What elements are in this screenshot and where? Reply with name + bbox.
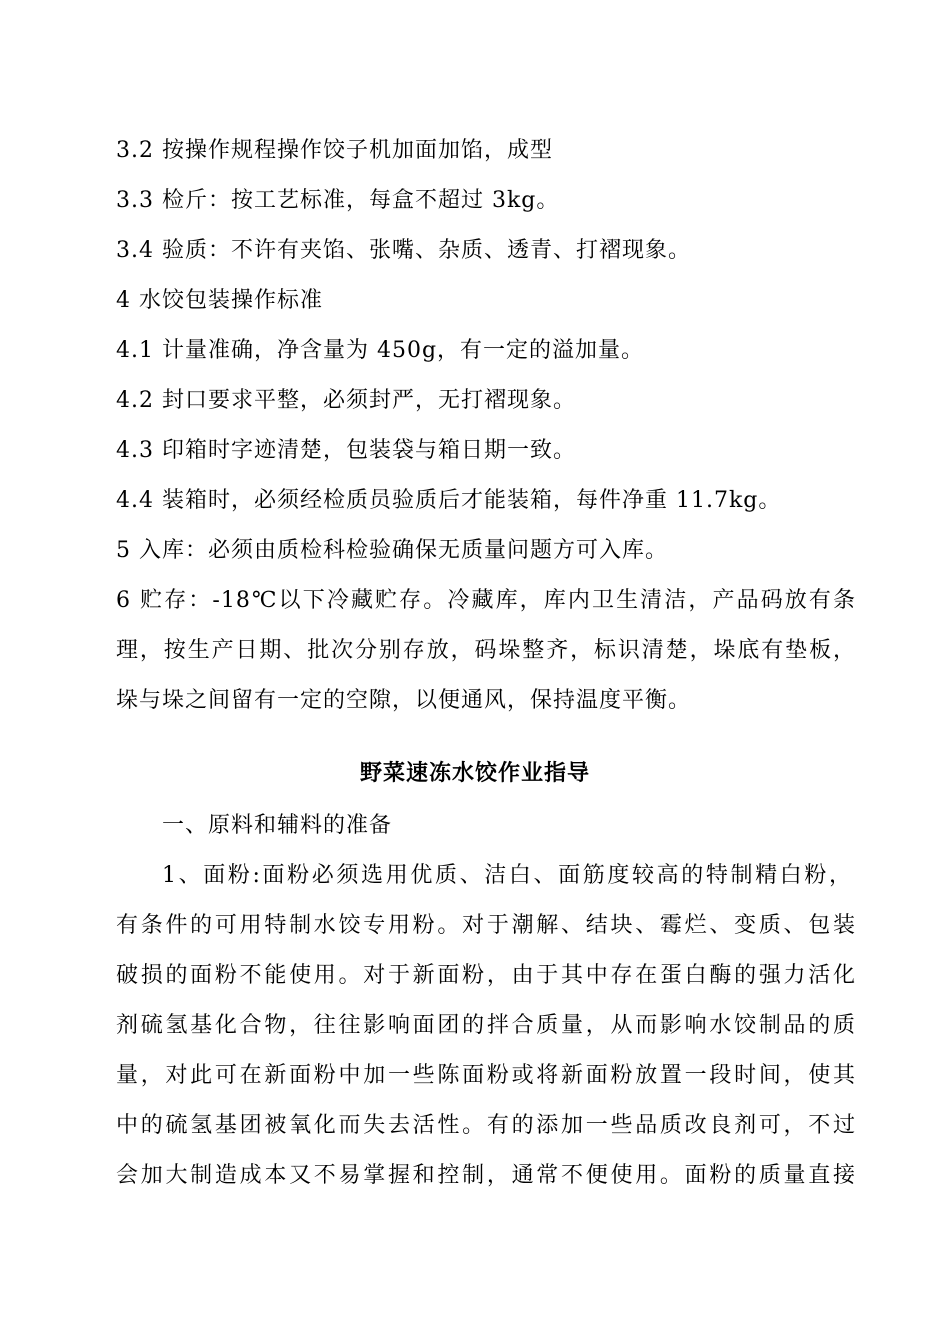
flour-line-7: 会加大制造成本又不易掌握和控制，通常不便使用。面粉的质量直接 <box>116 1163 856 1188</box>
storage-line-1: 6 贮存：-18℃以下冷藏贮存。冷藏库，库内卫生清洁，产品码放有条 <box>116 588 856 613</box>
flour-line-2: 有条件的可用特制水饺专用粉。对于潮解、结块、霉烂、变质、包装 <box>116 913 856 938</box>
subheading-materials: 一、原料和辅料的准备 <box>162 813 393 838</box>
storage-line-2: 理，按生产日期、批次分别存放，码垛整齐，标识清楚，垛底有垫板， <box>116 638 856 663</box>
text-line-3-2: 3.2 按操作规程操作饺子机加面加馅，成型 <box>116 138 553 163</box>
text-line-4-3: 4.3 印箱时字迹清楚，包装袋与箱日期一致。 <box>116 438 576 463</box>
text-line-3-3: 3.3 检斤：按工艺标准，每盒不超过 3kg。 <box>116 188 560 213</box>
storage-line-3: 垛与垛之间留有一定的空隙，以便通风，保持温度平衡。 <box>116 688 692 713</box>
flour-line-6: 中的硫氢基团被氧化而失去活性。有的添加一些品质改良剂可，不过 <box>116 1113 856 1138</box>
text-line-4-1: 4.1 计量准确，净含量为 450g，有一定的溢加量。 <box>116 338 645 363</box>
flour-line-5: 量，对此可在新面粉中加一些陈面粉或将新面粉放置一段时间，使其 <box>116 1063 856 1088</box>
text-line-3-4: 3.4 验质：不许有夹馅、张嘴、杂质、透青、打褶现象。 <box>116 238 691 263</box>
flour-line-4: 剂硫氢基化合物，往往影响面团的拌合质量，从而影响水饺制品的质 <box>116 1013 856 1038</box>
text-line-4-2: 4.2 封口要求平整，必须封严，无打褶现象。 <box>116 388 576 413</box>
flour-line-3: 破损的面粉不能使用。对于新面粉，由于其中存在蛋白酶的强力活化 <box>116 963 856 988</box>
text-line-4-4: 4.4 装箱时，必须经检质员验质后才能装箱，每件净重 11.7kg。 <box>116 488 782 513</box>
section-title: 野菜速冻水饺作业指导 <box>359 761 590 786</box>
text-line-4: 4 水饺包装操作标准 <box>116 288 323 313</box>
flour-line-1: 1、面粉:面粉必须选用优质、洁白、面筋度较高的特制精白粉， <box>162 863 852 888</box>
text-line-5: 5 入库：必须由质检科检验确保无质量问题方可入库。 <box>116 538 668 563</box>
